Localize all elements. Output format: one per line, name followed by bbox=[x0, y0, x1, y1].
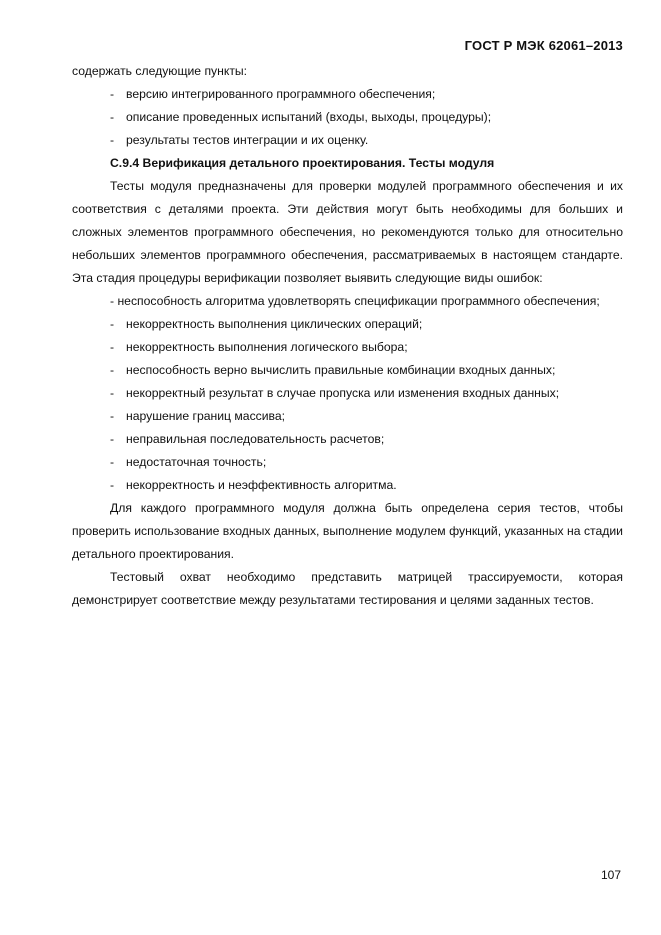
bullet-dash: - bbox=[110, 478, 115, 492]
bullet-dash: - bbox=[110, 363, 115, 377]
bullet-dash: - bbox=[110, 340, 115, 354]
list-item: - неправильная последовательность расчетов; bbox=[72, 428, 623, 451]
page-body bbox=[72, 60, 623, 612]
bullet-dash: - bbox=[110, 133, 115, 147]
bullet-dash: - bbox=[110, 455, 115, 469]
bullet-dash: - bbox=[110, 409, 115, 423]
section-heading: С.9.4 Верификация детального проектирования. Тесты модуля bbox=[110, 156, 495, 170]
list-item: - некорректность выполнения логического выбора; bbox=[72, 336, 623, 359]
bullet-dash: - bbox=[110, 432, 115, 446]
list-item: - недостаточная точность; bbox=[72, 451, 623, 474]
standard-header: ГОСТ Р МЭК 62061–2013 bbox=[464, 38, 623, 53]
bullet-dash: - bbox=[110, 110, 115, 124]
error-types-list bbox=[72, 290, 623, 497]
paragraph-test-coverage: Тестовый охват необходимо представить матрицей трассируемости, которая демонстрирует соответствие между результатами тестирования и целями заданных тестов. bbox=[72, 570, 623, 607]
list-item: - описание проведенных испытаний (входы, выходы, процедуры); bbox=[72, 106, 623, 129]
list-item: - неспособность верно вычислить правильные комбинации входных данных; bbox=[72, 359, 623, 382]
intro-line: содержать следующие пункты: bbox=[72, 64, 248, 78]
list-item: - версию интегрированного программного обеспечения; bbox=[72, 83, 623, 106]
bullet-dash: - bbox=[110, 386, 115, 400]
report-contents-list bbox=[72, 83, 623, 152]
paragraph-module-tests: Тесты модуля предназначены для проверки модулей программного обеспечения и их соответствия с деталями проекта. Эти действия могут быть необходимы для больших и сложных элементов программного обеспечения, но рекомендуются только для относительно небольших элементов программного обеспечения, рассматриваемых в настоящем стандарте. Эта стадия процедуры верификации позволяет выявить следующие виды ошибок: bbox=[72, 179, 623, 285]
bullet-dash: - bbox=[110, 87, 115, 101]
list-item: - некорректность и неэффективность алгоритма. bbox=[72, 474, 623, 497]
list-item: - некорректность выполнения циклических операций; bbox=[72, 313, 623, 336]
paragraph-test-series: Для каждого программного модуля должна быть определена серия тестов, чтобы проверить использование входных данных, выполнение модулем функций, указанных на стадии детального проектирования. bbox=[72, 501, 623, 561]
list-item: - нарушение границ массива; bbox=[72, 405, 623, 428]
list-item: - некорректный результат в случае пропуска или изменения входных данных; bbox=[72, 382, 623, 405]
bullet-dash: - bbox=[110, 317, 115, 331]
list-item: - результаты тестов интеграции и их оценку. bbox=[72, 129, 623, 152]
page-number: 107 bbox=[600, 868, 621, 882]
list-item: - неспособность алгоритма удовлетворять спецификации программного обеспечения; bbox=[110, 294, 600, 308]
